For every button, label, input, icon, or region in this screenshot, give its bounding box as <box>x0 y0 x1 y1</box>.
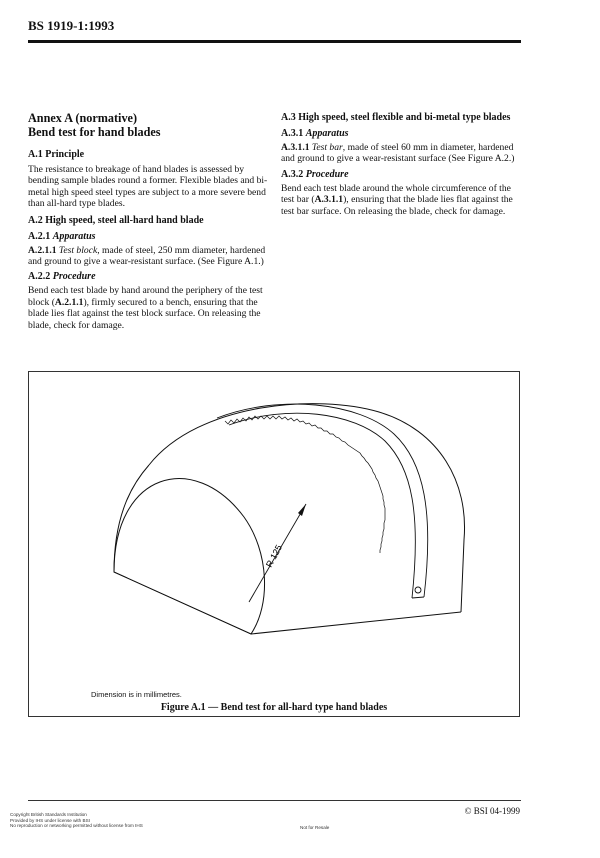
block-diameter-line <box>114 572 251 634</box>
heading-a32 <box>281 169 521 181</box>
ref-a211: A.2.1.1 <box>54 296 84 308</box>
test-block-drawing <box>29 372 519 716</box>
figure-a1 <box>28 371 520 717</box>
clause-a211-num: A.2.1.1 <box>28 244 57 256</box>
para-a311 <box>281 142 521 165</box>
para-a211-text: , made of steel, 250 mm diameter, hardened and ground to give a wear-resistant surface. (See Figure A.1.) <box>28 244 266 268</box>
bsi-copyright: © BSI 04-1999 <box>464 806 520 816</box>
footer-rule <box>28 800 521 801</box>
para-a32-text1: Bend each test blade around the whole circumference of the test bar ( <box>281 182 511 206</box>
annex-title-line1: Annex A (normative) <box>28 111 138 125</box>
heading-a32-num: A.3.2 <box>281 168 304 180</box>
radius-label: R 125 <box>263 543 285 569</box>
annex-title <box>28 112 273 139</box>
heading-a31-num: A.3.1 <box>281 128 304 139</box>
heading-a21-title: Apparatus <box>52 230 96 242</box>
block-right-edge <box>461 540 464 612</box>
heading-a31 <box>281 128 521 140</box>
heading-a22-title: Procedure <box>52 271 96 283</box>
para-a32-text2: ), ensuring that the blade lies flat against the test bar surface. On releasing the blade, check for damage. <box>281 194 513 217</box>
heading-a21 <box>28 231 273 243</box>
block-bottom-edge <box>251 612 461 634</box>
license-line3: No reproduction or networking permitted without license from IHS <box>10 823 143 829</box>
para-a1: The resistance to breakage of hand blades is assessed by bending sample blades round a former. Flexible blades and bi-metal high speed steel types are subject to a more severe bend than all-hard type blades. <box>28 164 268 210</box>
para-a32 <box>281 183 521 217</box>
heading-a22 <box>28 271 273 283</box>
para-a22 <box>28 285 273 331</box>
hand-blade <box>217 404 428 598</box>
para-a311-text: , made of steel 60 mm in diameter, hardened and ground to give a wear-resistant surface (See Figure A.2.) <box>281 142 515 165</box>
term-test-block: Test block <box>58 244 98 256</box>
document-id: BS 1919-1:1993 <box>28 18 115 33</box>
heading-a3: A.3 High speed, steel flexible and bi-metal type blades <box>281 112 511 123</box>
heading-a22-num: A.2.2 <box>28 271 51 283</box>
header-rule <box>28 40 521 43</box>
block-outer-edge <box>114 465 149 572</box>
right-column <box>281 112 521 221</box>
para-a22-text2: ), firmly secured to a bench, ensuring that the blade lies flat against the test block surface. On releasing the blade, check for damage. <box>28 296 261 331</box>
heading-a31-title: Apparatus <box>305 128 349 139</box>
block-front-face <box>114 479 265 634</box>
license-notice <box>10 812 143 829</box>
annex-title-line2: Bend test for hand blades <box>28 124 161 139</box>
ref-a311: A.3.1.1 <box>314 194 344 206</box>
figure-caption: Figure A.1 — Bend test for all-hard type hand blades <box>160 702 388 713</box>
heading-a2: A.2 High speed, steel all-hard hand blade <box>28 214 204 226</box>
clause-a311-num: A.3.1.1 <box>281 142 310 153</box>
term-test-bar: Test bar <box>311 142 343 153</box>
para-a22-text1: Bend each test blade by hand around the periphery of the test block ( <box>28 285 263 308</box>
license-line2: Provided by IHS under license with BSI <box>10 817 90 823</box>
left-column <box>28 112 273 335</box>
para-a211 <box>28 245 273 268</box>
license-line1: Copyright British Standards Institution <box>10 812 87 817</box>
heading-a21-num: A.2.1 <box>28 230 51 242</box>
heading-a1: A.1 Principle <box>28 149 85 160</box>
dimension-note: Dimension is in millimetres. <box>91 690 182 699</box>
heading-a32-title: Procedure <box>305 168 349 180</box>
not-for-resale: Not for Resale <box>300 825 330 830</box>
